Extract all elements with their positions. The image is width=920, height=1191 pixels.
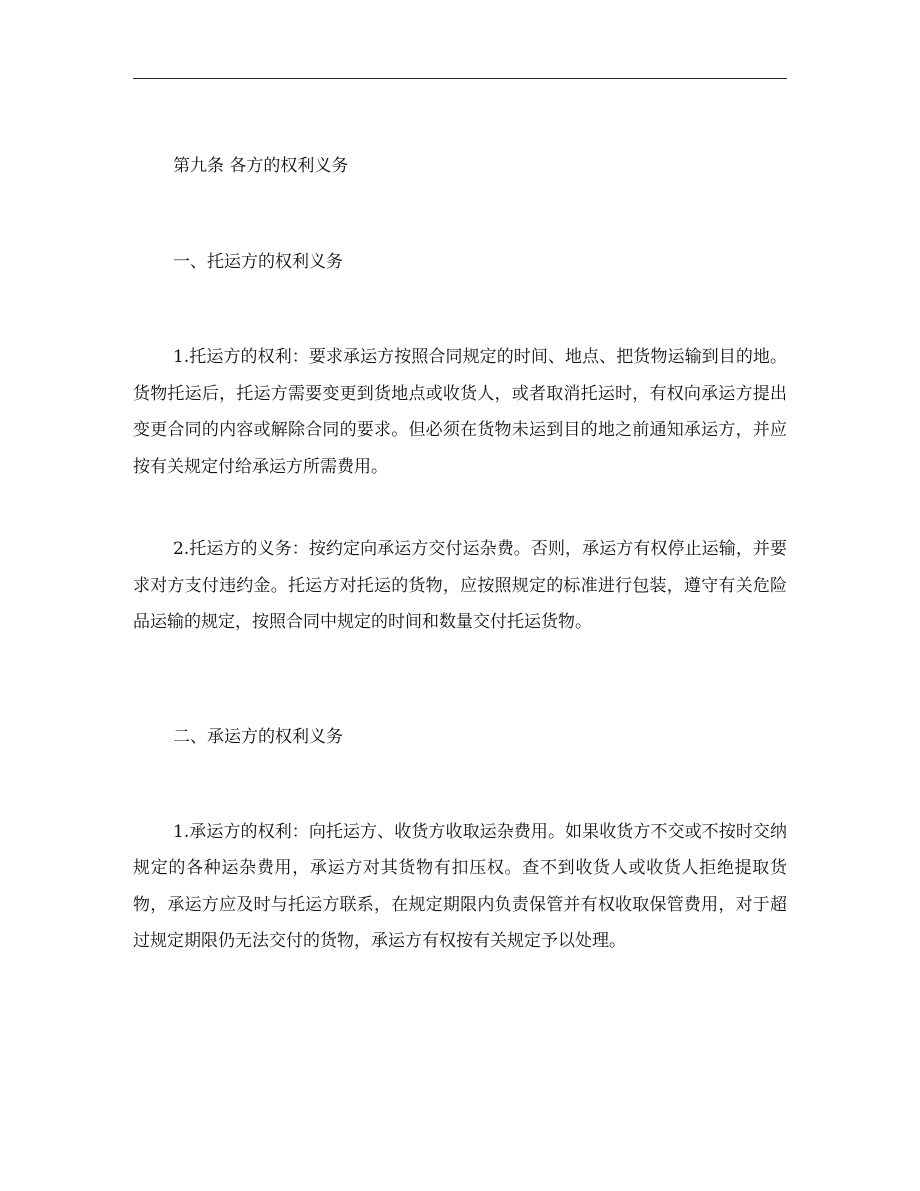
section-two-heading: 二、承运方的权利义务 [173,726,343,747]
section-one-heading: 一、托运方的权利义务 [173,252,343,272]
section-two-item-1: 1.承运方的权利：向托运方、收货方收取运杂费用。如果收货方不交或不按时交纳规定的各种运杂费用，承运方对其货物有扣压权。查不到收货人或收货人拒绝提取货物，承运方应及时与托运方联系，在规定期限内负责保管并有权收取保管费用，对于超过规定期限仍无法交付的货物，承运方有权按有关规定予以处理。 [133,821,787,951]
section-one-item-1: 1.托运方的权利：要求承运方按照合同规定的时间、地点、把货物运输到目的地。货物托运后，托运方需要变更到货地点或收货人，或者取消托运时，有权向承运方提出变更合同的内容或解除合同的要求。但必须在货物未运到目的地之前通知承运方，并应按有关规定付给承运方所需费用。 [133,347,787,477]
section-one-item-2: 2.托运方的义务：按约定向承运方交付运杂费。否则，承运方有权停止运输，并要求对方支付违约金。托运方对托运的货物，应按照规定的标准进行包装，遵守有关危险品运输的规定，按照合同中规定的时间和数量交付托运货物。 [133,539,787,632]
document-body [133,150,787,960]
header-rule [133,78,787,79]
article-title: 第九条 各方的权利义务 [173,156,349,176]
